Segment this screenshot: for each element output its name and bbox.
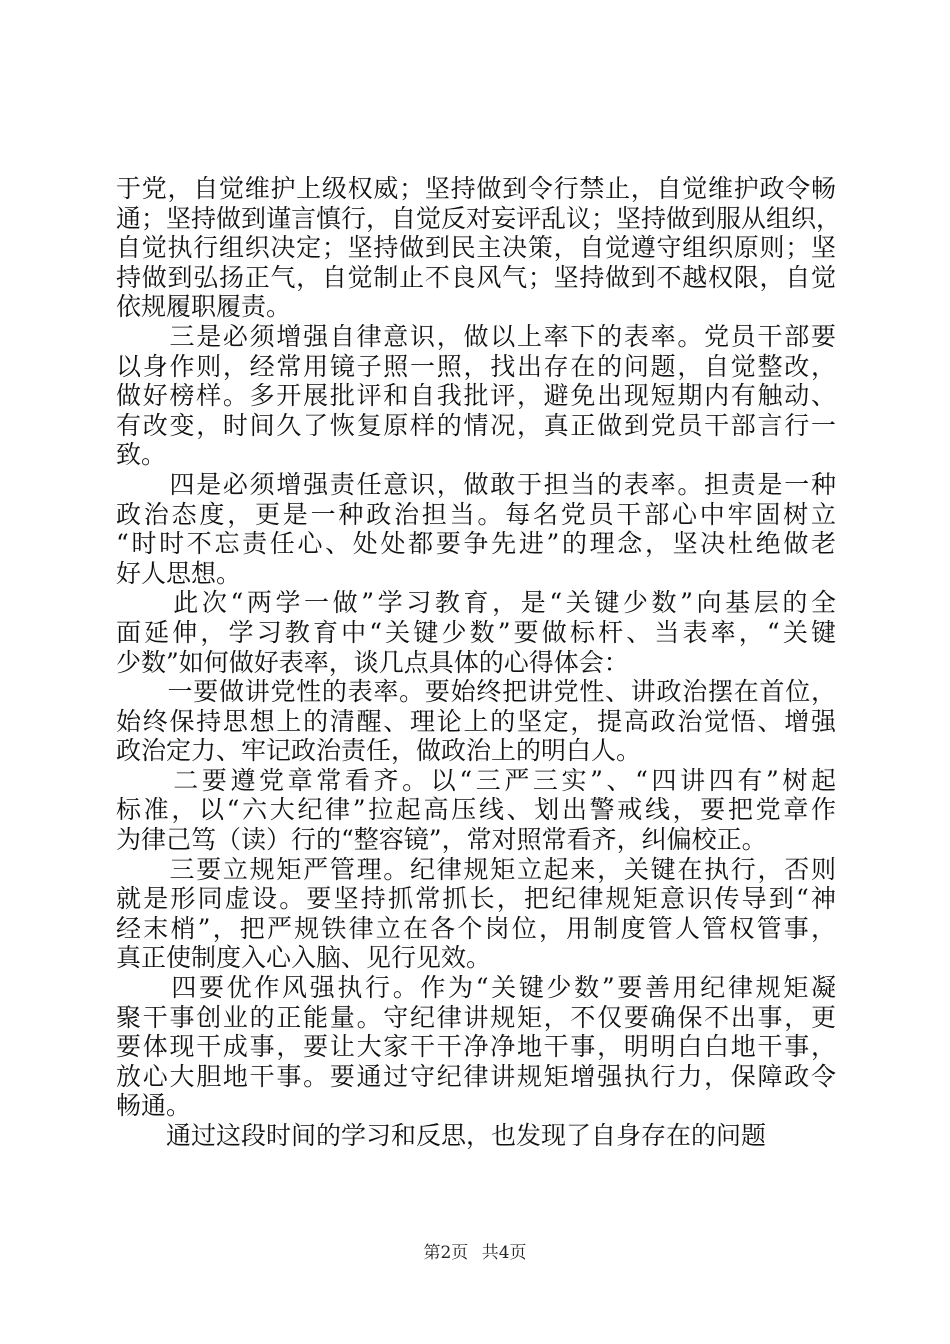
text-line: 二要遵党章常看齐。以“三严三实”、“四讲四有”树起 <box>116 765 836 795</box>
text-line: 于党，自觉维护上级权威；坚持做到令行禁止，自觉维护政令畅 <box>116 174 836 203</box>
page-total: 共4页 <box>481 1243 527 1263</box>
text-line: 一要做讲党性的表率。要始终把讲党性、讲政治摆在首位， <box>116 677 836 707</box>
text-line: 聚干事创业的正能量。守纪律讲规矩，不仅要确保不出事，更 <box>116 1002 836 1032</box>
text-line: 三是必须增强自律意识，做以上率下的表率。党员干部要 <box>116 321 836 351</box>
page-footer <box>0 1243 950 1263</box>
text-line: 要体现干成事，要让大家干干净净地干事，明明白白地干事， <box>116 1032 836 1062</box>
text-line: 以身作则，经常用镜子照一照，找出存在的问题，自觉整改， <box>116 351 836 381</box>
text-line: 政治态度，更是一种政治担当。每名党员干部心中牢固树立 <box>116 499 836 529</box>
text-line: 始终保持思想上的清醒、理论上的坚定，提高政治觉悟、增强 <box>116 706 836 736</box>
text-line: “时时不忘责任心、处处都要争先进”的理念，坚决杜绝做老 <box>116 529 836 559</box>
document-body <box>116 174 842 1151</box>
text-line: 经末梢”，把严规铁律立在各个岗位，用制度管人管权管事， <box>116 913 836 943</box>
text-line: 三要立规矩严管理。纪律规矩立起来，关键在执行，否则 <box>116 854 836 884</box>
text-line: 致。 <box>116 440 167 470</box>
text-line: 通过这段时间的学习和反思，也发现了自身存在的问题 <box>116 1121 767 1150</box>
page-number: 第2页 <box>423 1243 469 1263</box>
text-line: 有改变，时间久了恢复原样的情况，真正做到党员干部言行一 <box>116 410 836 440</box>
text-line: 自觉执行组织决定；坚持做到民主决策，自觉遵守组织原则；坚 <box>116 233 836 263</box>
text-line: 标准，以“六大纪律”拉起高压线、划出警戒线，要把党章作 <box>116 795 836 825</box>
text-line: 少数”如何做好表率，谈几点具体的心得体会： <box>116 647 629 677</box>
text-line: 好人思想。 <box>116 558 242 588</box>
text-line: 真正使制度入心入脑、见行见效。 <box>116 943 492 973</box>
text-line: 通；坚持做到谨言慎行，自觉反对妄评乱议；坚持做到服从组织， <box>116 203 842 233</box>
text-line: 放心大胆地干事。要通过守纪律讲规矩增强执行力，保障政令 <box>116 1061 836 1091</box>
text-line: 就是形同虚设。要坚持抓常抓长，把纪律规矩意识传导到“神 <box>116 884 836 914</box>
text-line: 依规履职履责。 <box>116 292 292 322</box>
text-line: 为律己笃（读）行的“整容镜”，常对照常看齐，纠偏校正。 <box>116 825 767 855</box>
text-line: 政治定力、牢记政治责任，做政治上的明白人。 <box>116 736 642 766</box>
text-line: 畅通。 <box>116 1091 192 1121</box>
text-line: 四是必须增强责任意识，做敢于担当的表率。担责是一种 <box>116 469 836 499</box>
text-line: 四要优作风强执行。作为“关键少数”要善用纪律规矩凝 <box>116 973 836 1003</box>
text-line: 持做到弘扬正气，自觉制止不良风气；坚持做到不越权限，自觉 <box>116 262 836 292</box>
text-line: 此次“两学一做”学习教育，是“关键少数”向基层的全 <box>116 588 836 618</box>
text-line: 面延伸，学习教育中“关键少数”要做标杆、当表率，“关键 <box>116 617 836 647</box>
text-line: 做好榜样。多开展批评和自我批评，避免出现短期内有触动、 <box>116 381 836 411</box>
